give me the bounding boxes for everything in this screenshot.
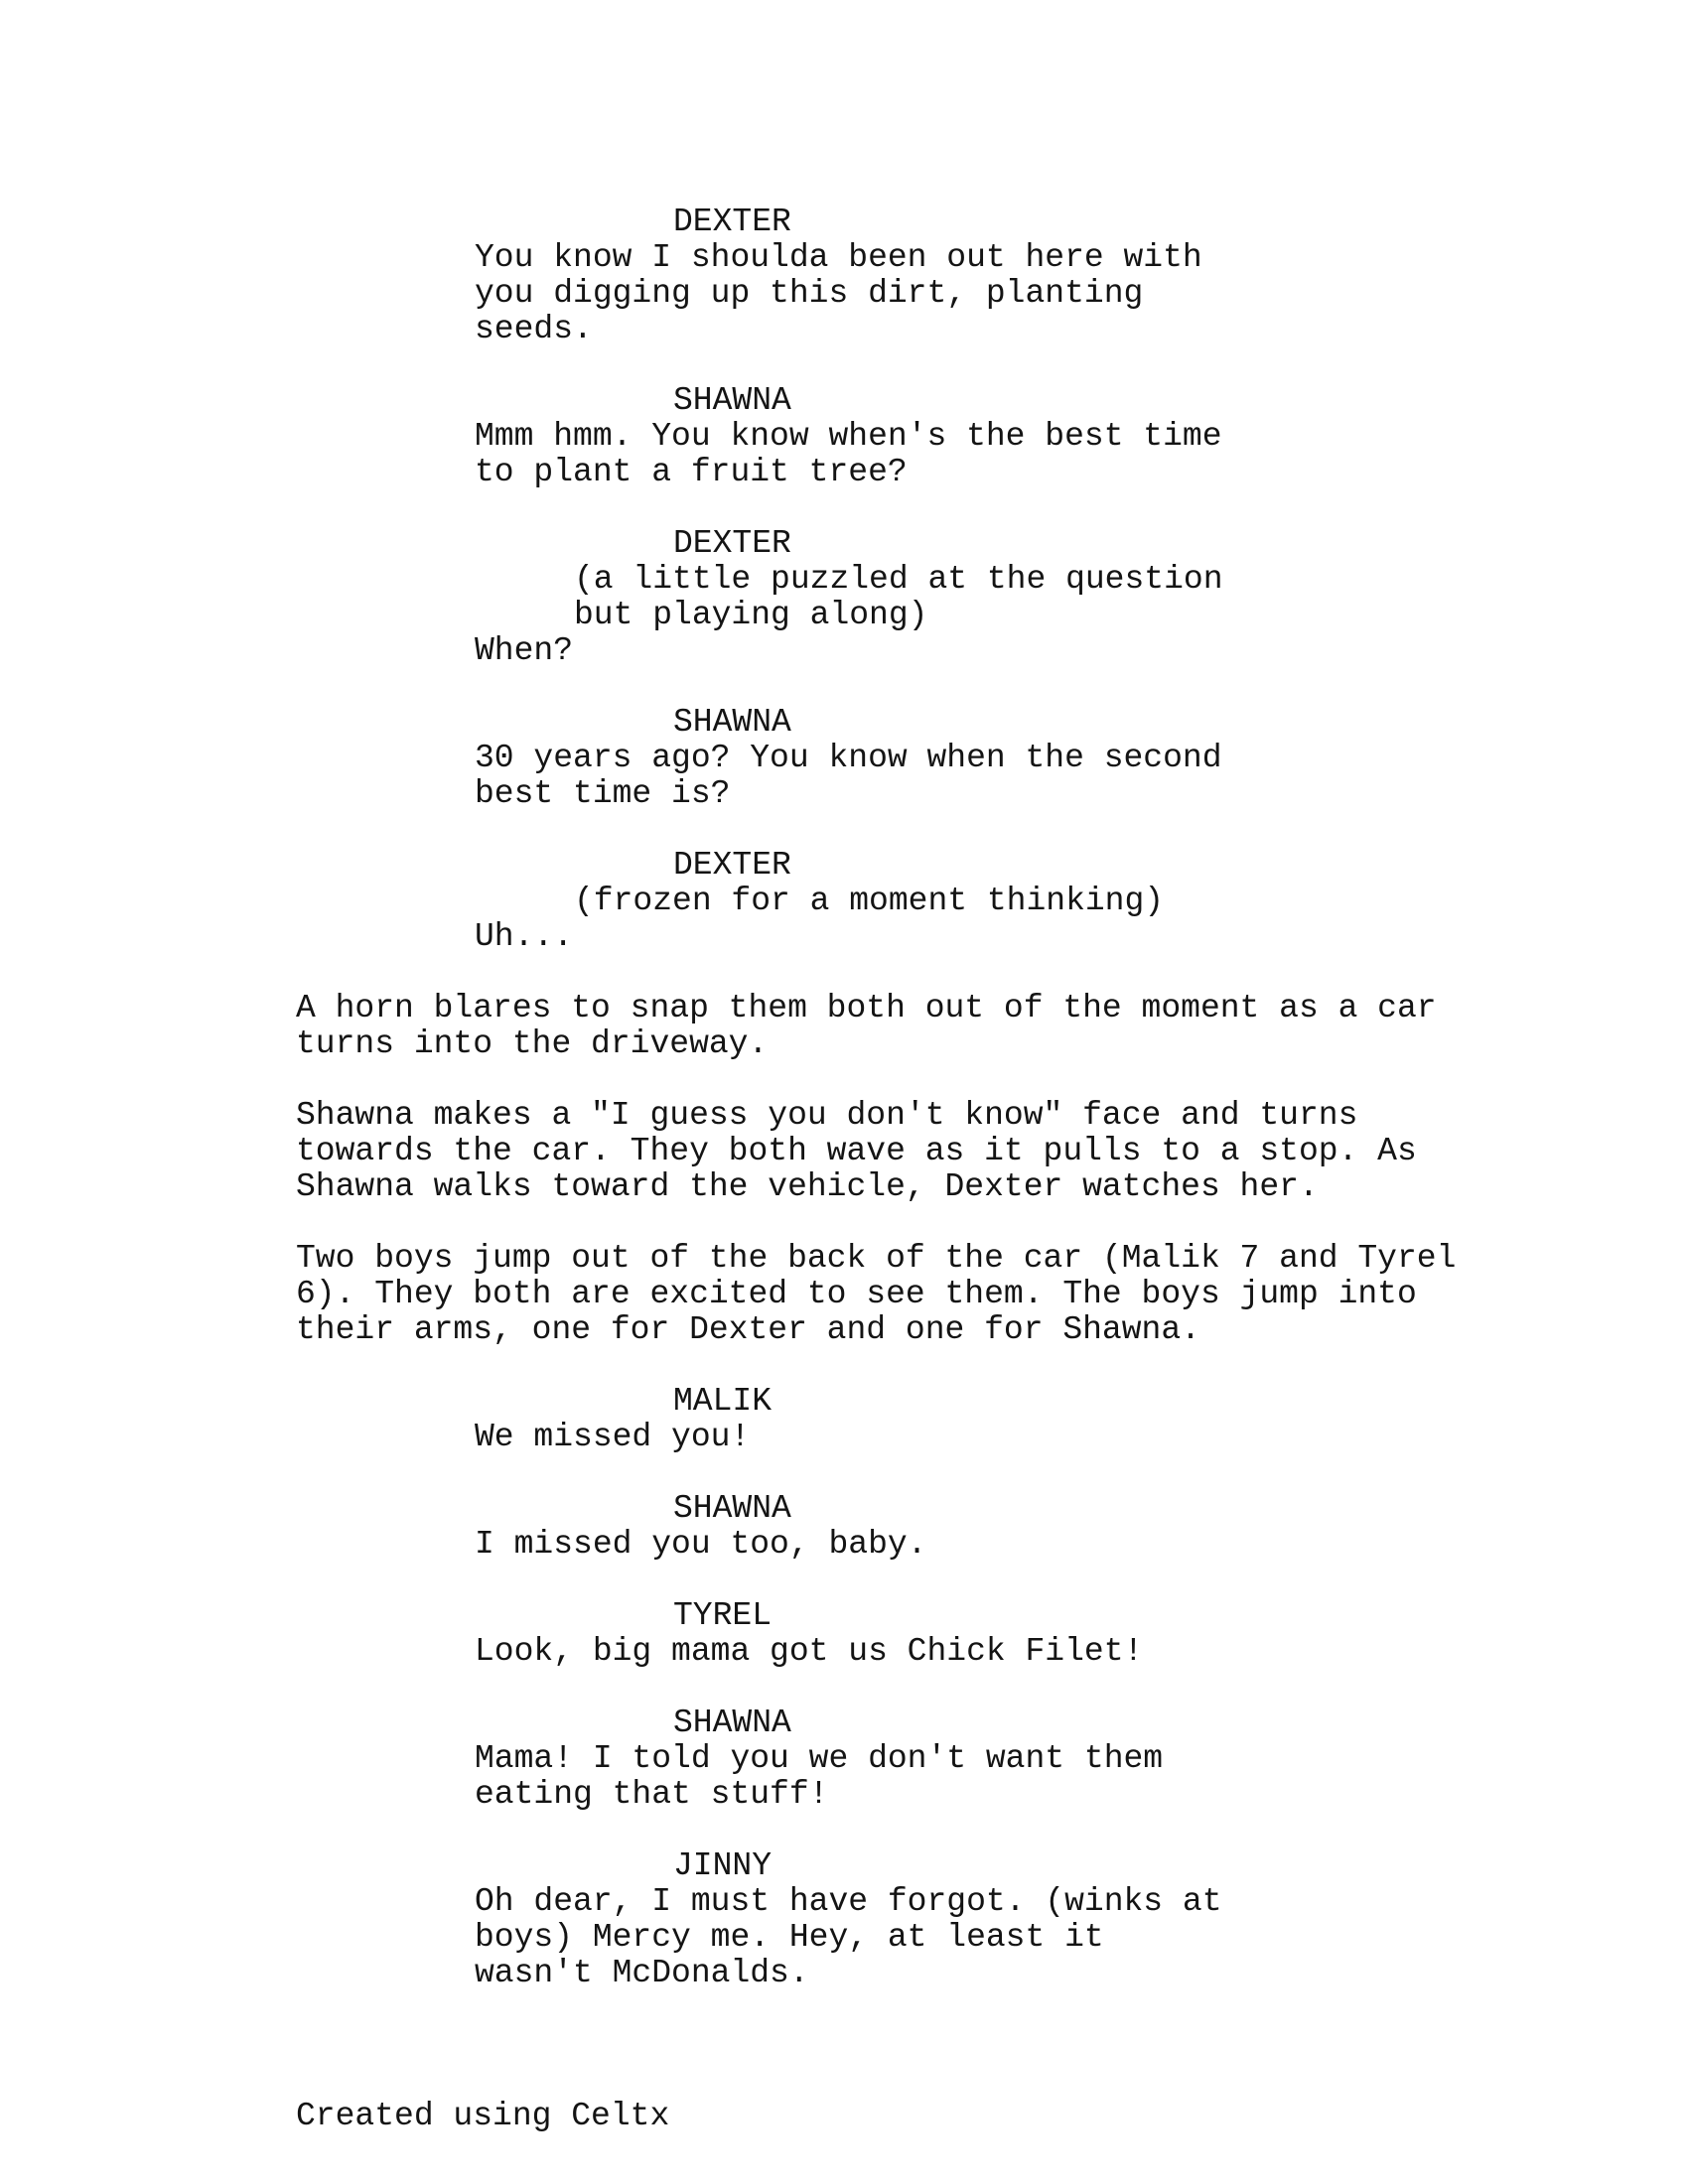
character-name: SHAWNA	[673, 1705, 791, 1741]
character-name: DEXTER	[673, 204, 791, 240]
action-line: Two boys jump out of the back of the car (Malik 7 and Tyrel 6). They both are excited to see them. The boys jump into their arms, one for Dexter and one for Shawna.	[296, 1240, 1457, 1348]
character-name: SHAWNA	[673, 704, 791, 741]
character-name: JINNY	[673, 1847, 773, 1884]
parenthetical: (frozen for a moment thinking)	[574, 883, 1165, 919]
dialogue: Mmm hmm. You know when's the best time to plant a fruit tree?	[475, 418, 1222, 490]
dialogue: When?	[475, 632, 574, 669]
dialogue: Look, big mama got us Chick Filet!	[475, 1633, 1144, 1670]
dialogue: Mama! I told you we don't want them eating that stuff!	[475, 1740, 1164, 1813]
dialogue: You know I shoulda been out here with you digging up this dirt, planting seeds.	[475, 239, 1202, 347]
dialogue: We missed you!	[475, 1419, 751, 1455]
parenthetical: (a little puzzled at the question but playing along)	[574, 561, 1223, 633]
character-name: DEXTER	[673, 525, 791, 562]
action-line: Shawna makes a "I guess you don't know" face and turns towards the car. They both wave as it pulls to a stop. As Shawna walks toward the vehicle, Dexter watches her.	[296, 1097, 1417, 1205]
dialogue: I missed you too, baby.	[475, 1526, 927, 1563]
dialogue: Uh...	[475, 918, 574, 955]
character-name: MALIK	[673, 1383, 773, 1420]
footer-credit: Created using Celtx	[296, 2098, 670, 2134]
character-name: TYREL	[673, 1597, 773, 1634]
dialogue: Oh dear, I must have forgot. (winks at boys) Mercy me. Hey, at least it wasn't McDonalds.	[475, 1883, 1222, 1991]
action-line: A horn blares to snap them both out of the moment as a car turns into the driveway.	[296, 990, 1437, 1062]
character-name: SHAWNA	[673, 1490, 791, 1527]
dialogue: 30 years ago? You know when the second best time is?	[475, 740, 1222, 812]
character-name: DEXTER	[673, 847, 791, 884]
character-name: SHAWNA	[673, 382, 791, 419]
